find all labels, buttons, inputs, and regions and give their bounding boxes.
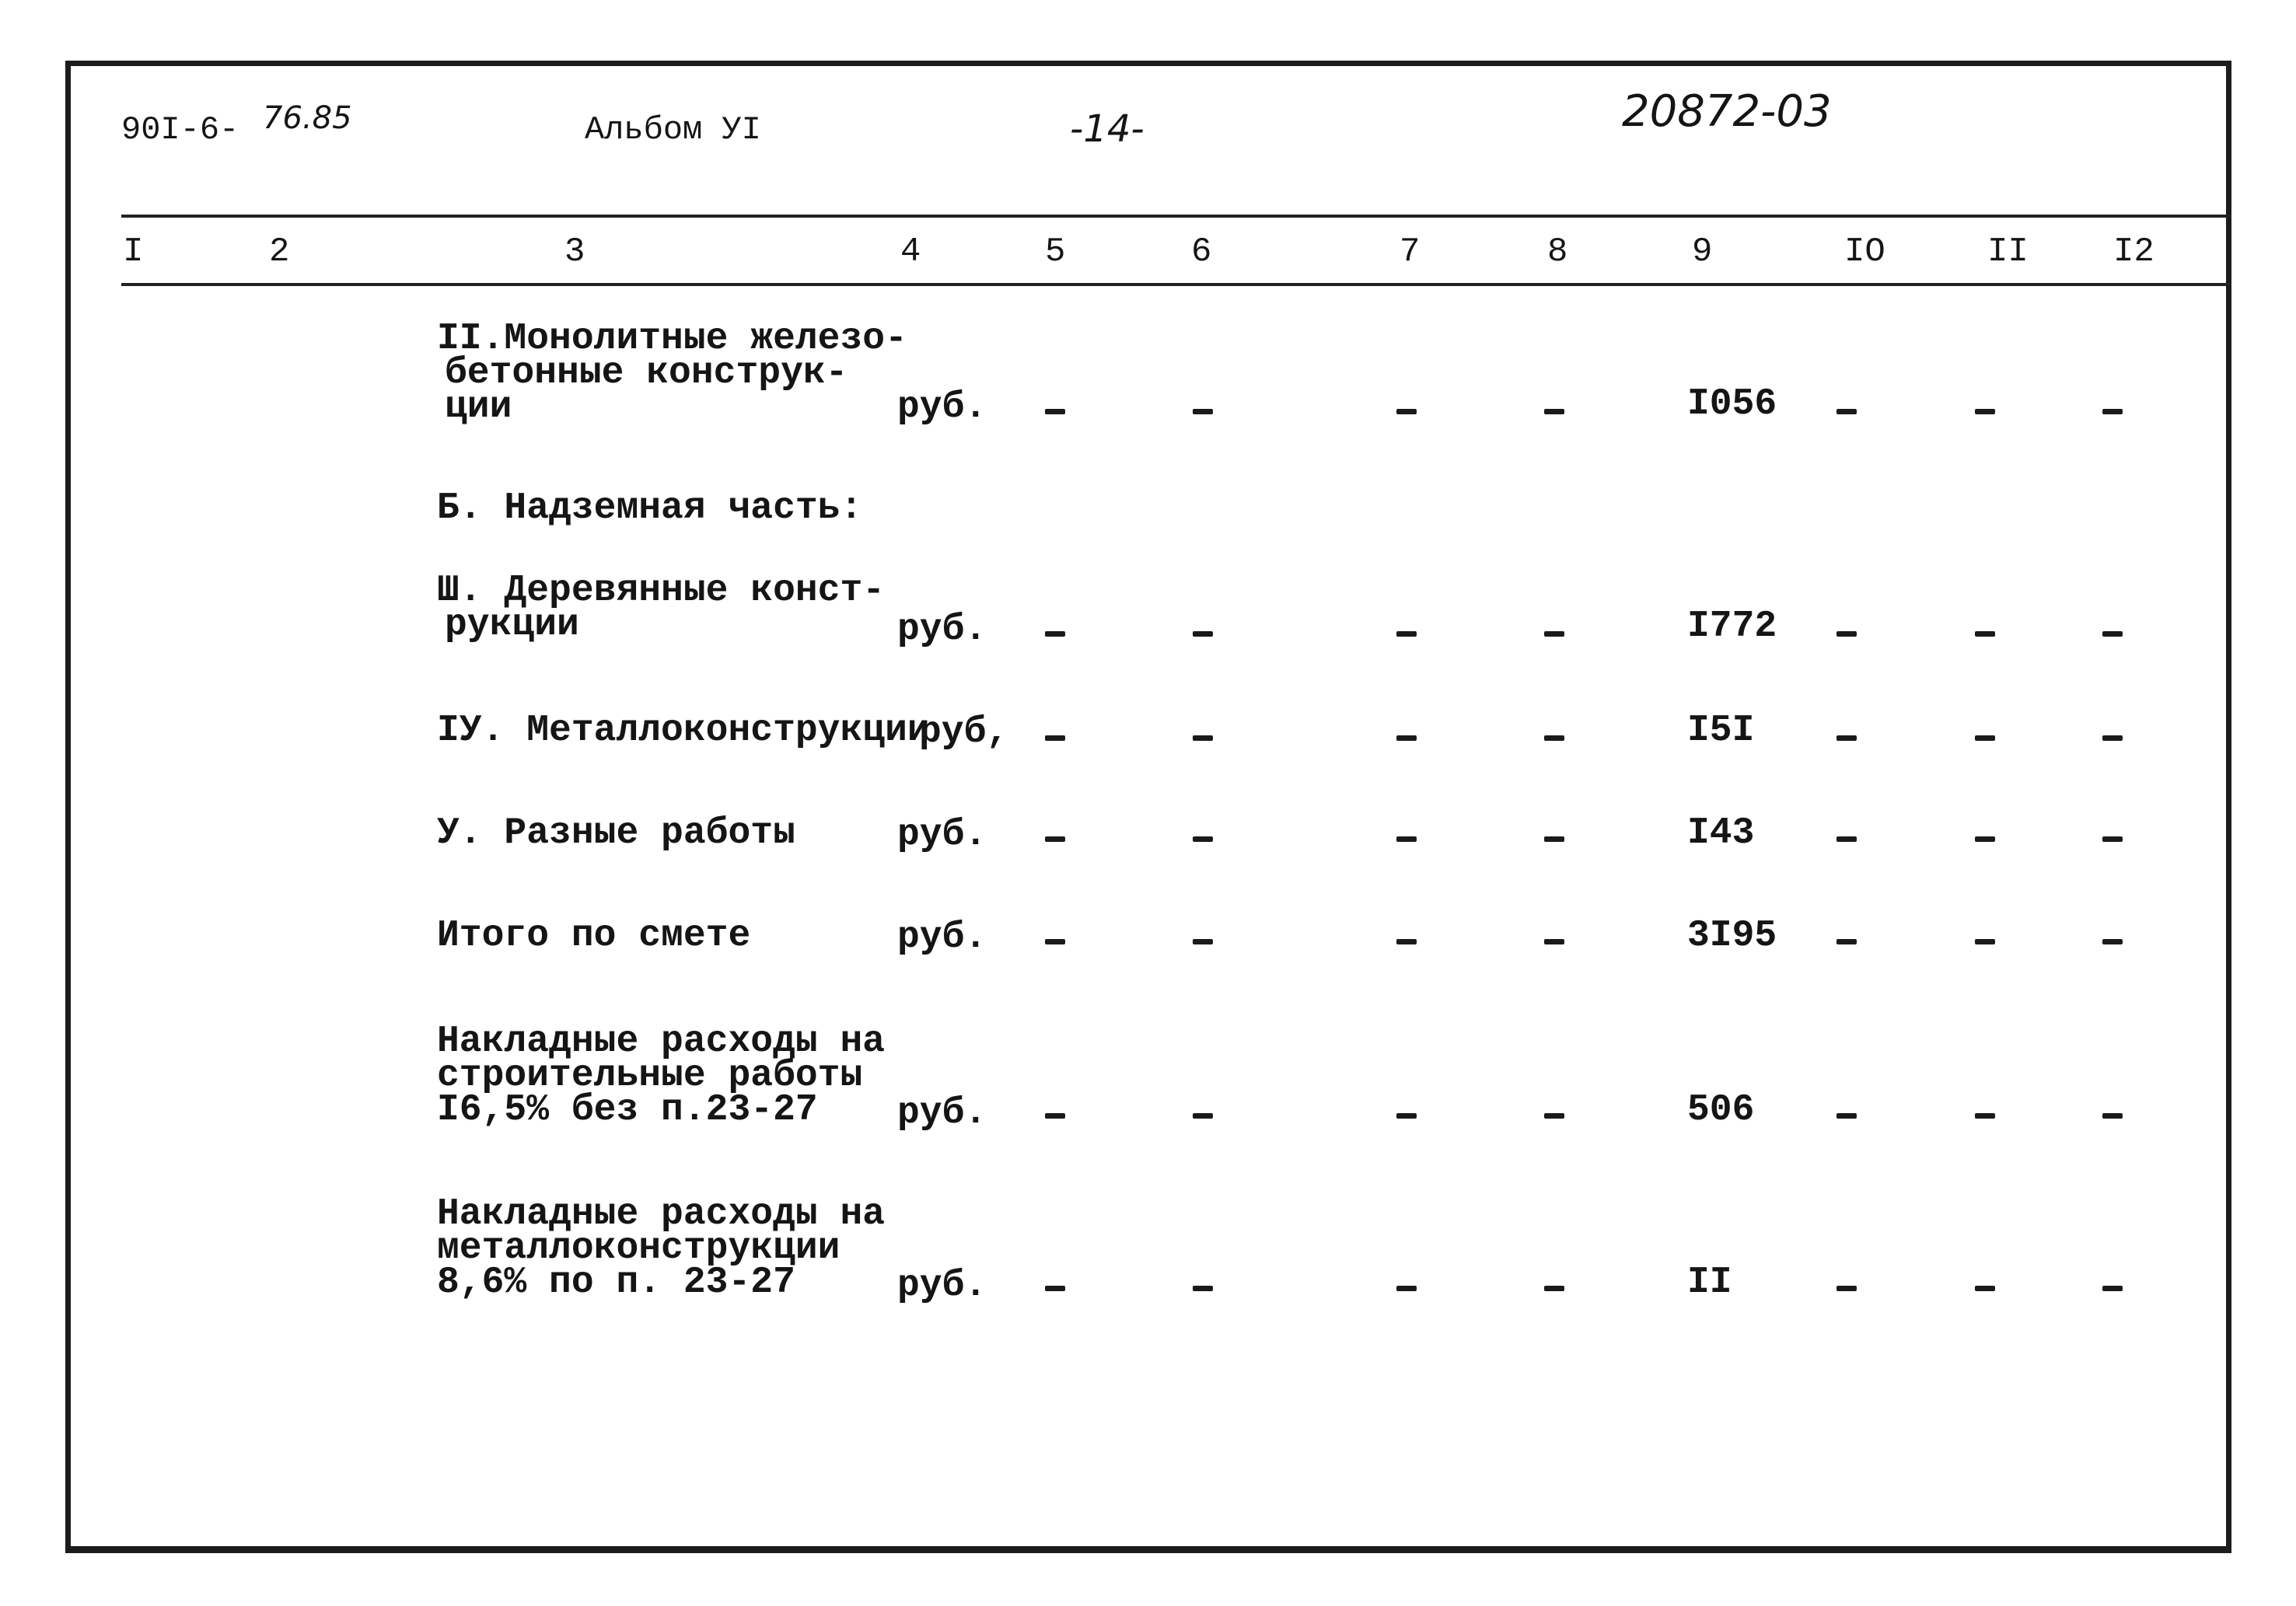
dash-c5 (1045, 939, 1065, 944)
dash-c10 (1836, 631, 1857, 637)
section-heading: Б. Надземная часть: (437, 487, 863, 529)
dash-c8 (1544, 735, 1564, 741)
row-value-col9: 3I95 (1687, 915, 1777, 957)
dash-c8 (1544, 939, 1564, 944)
row-unit: руб. (897, 1092, 987, 1134)
row-value-col9: I056 (1687, 383, 1777, 425)
row-unit: руб. (897, 814, 987, 856)
column-header: 6 (1191, 232, 1212, 271)
dash-c7 (1396, 1286, 1417, 1291)
dash-c8 (1544, 1286, 1564, 1291)
dash-c11 (1975, 836, 1995, 842)
dash-c5 (1045, 409, 1065, 414)
dash-c12 (2102, 1113, 2123, 1119)
dash-c7 (1396, 836, 1417, 842)
dash-c7 (1396, 1113, 1417, 1119)
row-unit: руб. (897, 916, 987, 958)
column-header: 3 (564, 232, 585, 271)
row-label: Накладные расходы на металлоконструкции 8,6% по п. 23-27 (437, 1193, 886, 1304)
row-label: У. Разные работы (437, 812, 795, 854)
dash-c12 (2102, 939, 2123, 944)
row-value-col9: I43 (1687, 812, 1755, 854)
dash-c11 (1975, 1286, 1995, 1291)
header-top-rule (121, 215, 2231, 218)
dash-c10 (1836, 1113, 1857, 1119)
dash-c6 (1193, 1113, 1213, 1119)
row-label: II.Монолитные железо- бетонные конструк- ции (437, 318, 907, 428)
row-value-col9: 506 (1687, 1089, 1755, 1131)
header-bottom-rule (121, 283, 2231, 286)
row-value-col9: I5I (1687, 710, 1755, 752)
dash-c11 (1975, 631, 1995, 637)
dash-c12 (2102, 836, 2123, 842)
column-header: 5 (1045, 232, 1066, 271)
dash-c12 (2102, 1286, 2123, 1291)
row-label: Накладные расходы на строительные работы I6,5% без п.23-27 (437, 1021, 886, 1131)
column-header: 9 (1692, 232, 1713, 271)
dash-c6 (1193, 939, 1213, 944)
row-value-col9: I772 (1687, 606, 1777, 648)
album-label: Альбом УI (585, 111, 761, 148)
column-header: 4 (900, 232, 921, 271)
dash-c8 (1544, 631, 1564, 637)
column-header: I2 (2113, 232, 2154, 271)
column-header: 2 (269, 232, 290, 271)
dash-c8 (1544, 409, 1564, 414)
dash-c6 (1193, 631, 1213, 637)
row-value-col9: II (1687, 1262, 1732, 1304)
dash-c7 (1396, 939, 1417, 944)
dash-c12 (2102, 631, 2123, 637)
dash-c10 (1836, 1286, 1857, 1291)
row-label: Итого по смете (437, 915, 751, 957)
doc-code: 90I-6- (121, 111, 239, 148)
column-header: IO (1844, 232, 1885, 271)
dash-c12 (2102, 409, 2123, 414)
dash-c10 (1836, 409, 1857, 414)
dash-c5 (1045, 1286, 1065, 1291)
column-header: 7 (1400, 232, 1421, 271)
dash-c10 (1836, 836, 1857, 842)
project-number: 20872-03 (1622, 86, 1832, 137)
dash-c11 (1975, 939, 1995, 944)
dash-c11 (1975, 1113, 1995, 1119)
dash-c10 (1836, 735, 1857, 741)
dash-c8 (1544, 1113, 1564, 1119)
row-label: Ш. Деревянные конст- рукции (437, 570, 886, 646)
dash-c7 (1396, 735, 1417, 741)
dash-c12 (2102, 735, 2123, 741)
column-header: I (123, 232, 144, 271)
dash-c11 (1975, 409, 1995, 414)
dash-c11 (1975, 735, 1995, 741)
row-unit: руб. (897, 386, 987, 428)
column-header: II (1987, 232, 2029, 271)
dash-c5 (1045, 735, 1065, 741)
column-header: 8 (1547, 232, 1568, 271)
row-label: IУ. Металлоконструкции (437, 710, 930, 752)
dash-c5 (1045, 836, 1065, 842)
row-unit: руб. (897, 609, 987, 651)
dash-c6 (1193, 836, 1213, 842)
dash-c7 (1396, 631, 1417, 637)
dash-c5 (1045, 631, 1065, 637)
dash-c7 (1396, 409, 1417, 414)
dash-c8 (1544, 836, 1564, 842)
dash-c5 (1045, 1113, 1065, 1119)
dash-c6 (1193, 735, 1213, 741)
dash-c10 (1836, 939, 1857, 944)
dash-c6 (1193, 409, 1213, 414)
row-unit: руб. (897, 1265, 987, 1307)
page-number: -14- (1070, 107, 1145, 151)
row-unit: руб, (919, 711, 1009, 753)
doc-code-handwritten: 76.85 (263, 100, 352, 136)
dash-c6 (1193, 1286, 1213, 1291)
